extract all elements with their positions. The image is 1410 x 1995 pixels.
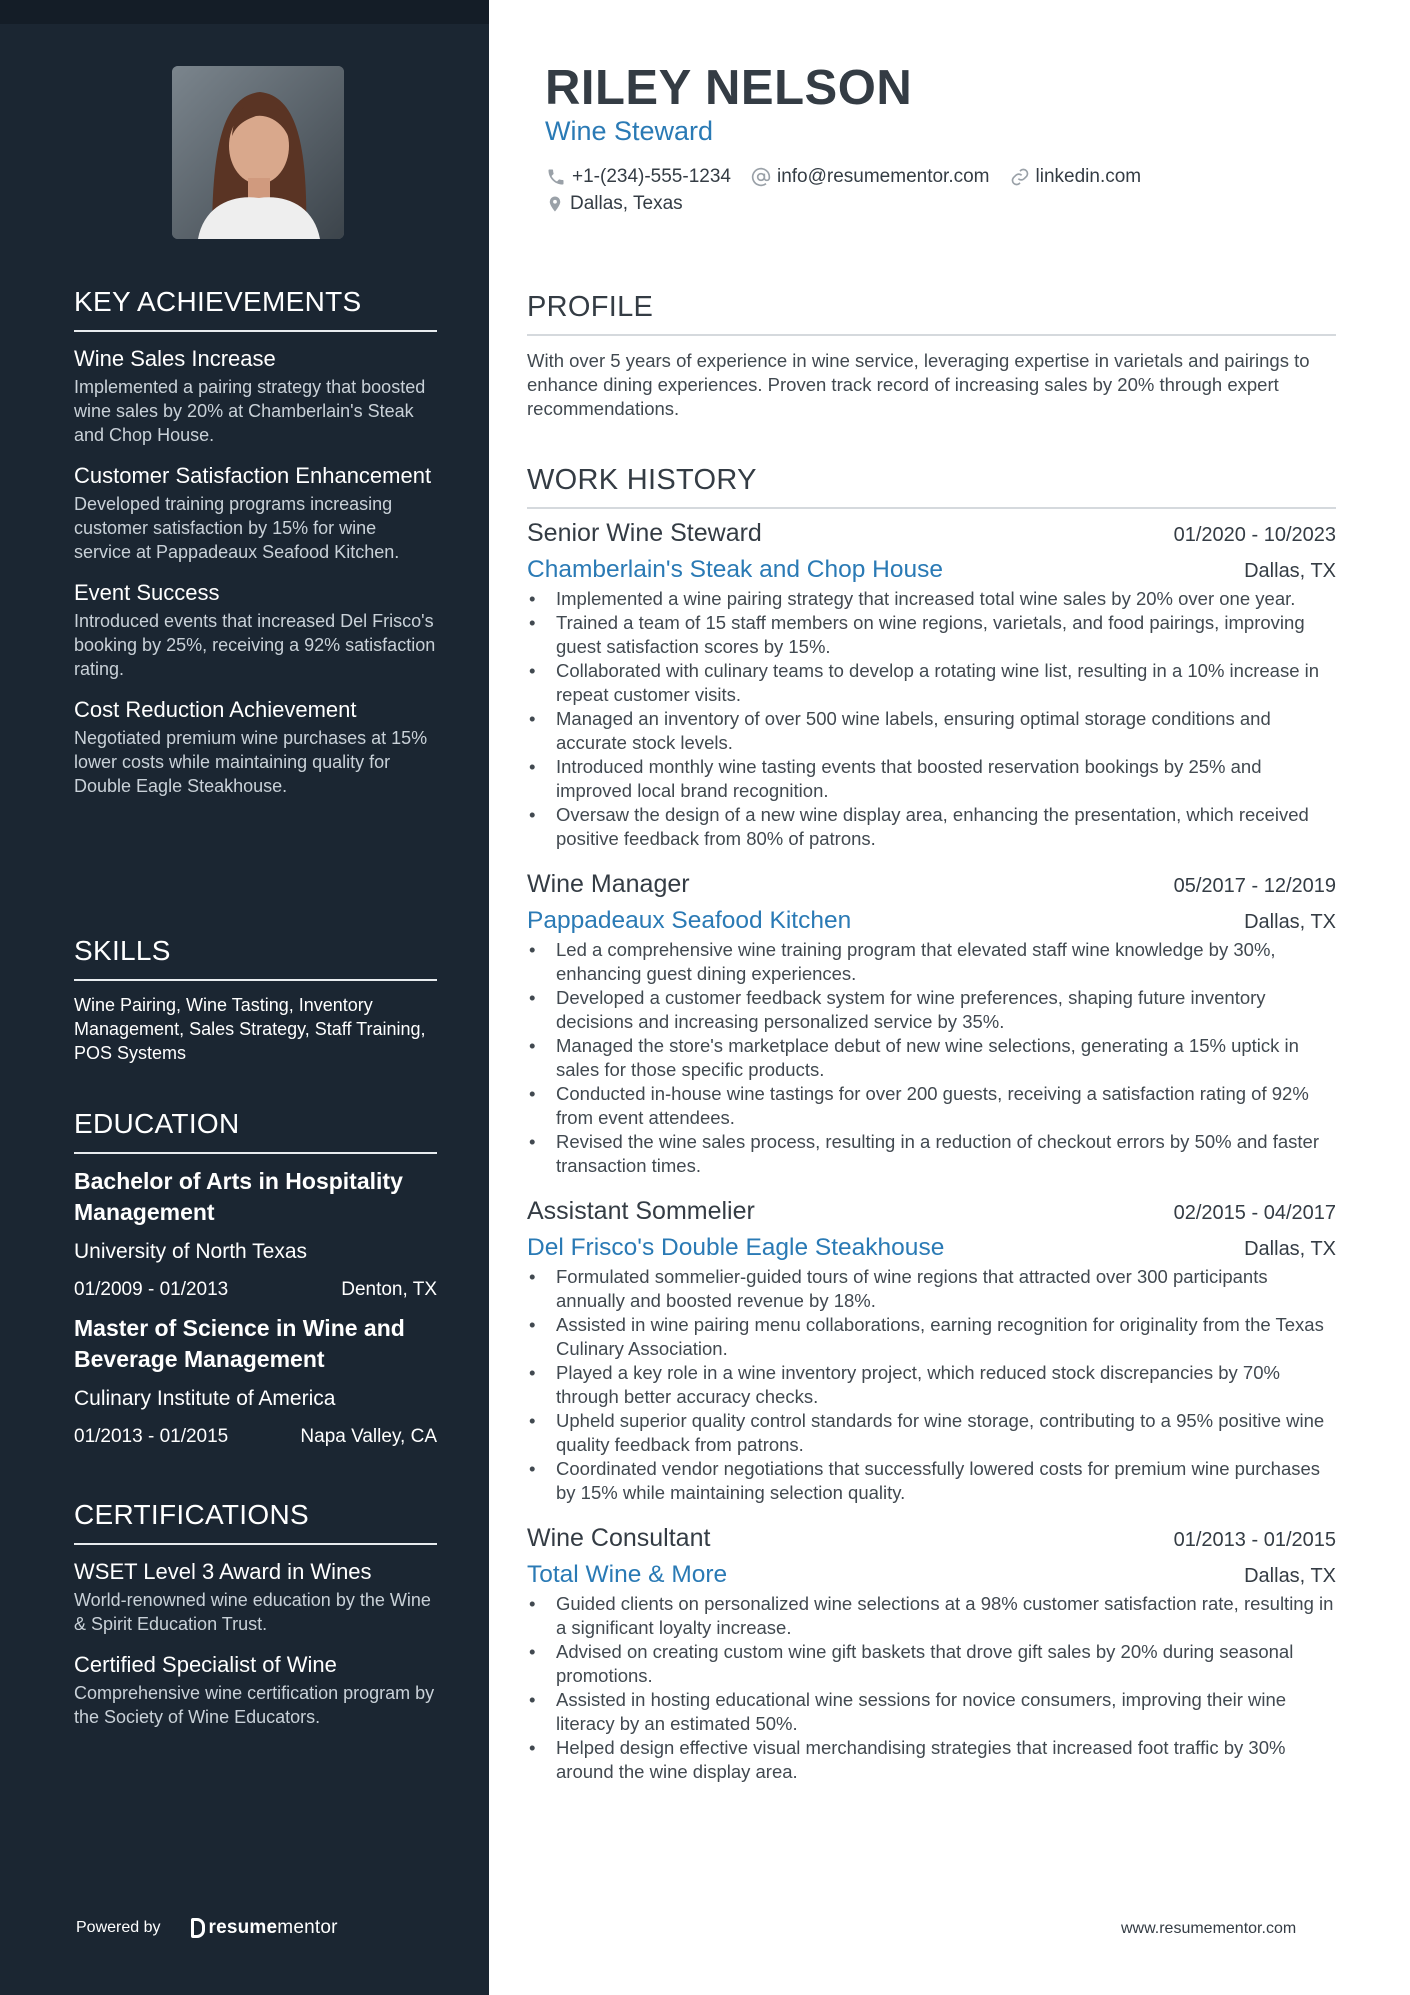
job-bullet: • Developed a customer feedback system for wine preferences, shaping future inventory decisions and increasing personalized service by 35%.: [527, 986, 1336, 1034]
job-company: Total Wine & More: [527, 1561, 728, 1588]
job-bullet: • Revised the wine sales process, resulting in a reduction of checkout errors by 50% and faster transaction times.: [527, 1130, 1336, 1178]
achievement-item: [74, 695, 437, 798]
job-dates: 01/2020 - 10/2023: [1173, 524, 1336, 546]
job-dates: 02/2015 - 04/2017: [1173, 1202, 1336, 1224]
work-history-heading: WORK HISTORY: [527, 464, 1336, 509]
job-title: Senior Wine Steward: [527, 519, 762, 547]
job-location: Dallas, TX: [1244, 1565, 1336, 1587]
at-sign-icon: [751, 167, 771, 187]
job-bullet: • Coordinated vendor negotiations that successfully lowered costs for premium wine purchases by 15% while maintaining selection quality.: [527, 1457, 1336, 1505]
education-item: [74, 1166, 437, 1303]
certification-desc: Comprehensive wine certification program by the Society of Wine Educators.: [74, 1683, 435, 1727]
achievement-desc: Implemented a pairing strategy that boosted wine sales by 20% at Chamberlain's Steak and Chop House.: [74, 377, 426, 445]
powered-by: [76, 1917, 338, 1939]
skills-section: [74, 935, 437, 1065]
certifications-section: [74, 1499, 437, 1729]
job-bullet: • Managed an inventory of over 500 wine labels, ensuring optimal storage conditions and accurate stock levels.: [527, 707, 1336, 755]
achievement-title: Customer Satisfaction Enhancement: [74, 463, 432, 488]
achievement-item: [74, 344, 437, 447]
profile-text: With over 5 years of experience in wine service, leveraging expertise in varietals and pairings to enhance dining experiences. Proven track record of increasing sales by 20% through expert recommendations.: [527, 350, 1310, 419]
certification-item: [74, 1650, 437, 1729]
contact-row: [546, 166, 1161, 188]
job-entry: [527, 870, 1336, 1178]
job-dates: 05/2017 - 12/2019: [1173, 875, 1336, 897]
certification-item: [74, 1557, 437, 1636]
achievement-title: Event Success: [74, 580, 220, 605]
job-bullet: • Managed the store's marketplace debut of new wine selections, generating a 15% uptick in sales for those specific products.: [527, 1034, 1336, 1082]
education-meta: [74, 1277, 437, 1303]
education-dates: 01/2009 - 01/2013: [74, 1279, 229, 1300]
candidate-role: Wine Steward: [545, 116, 714, 146]
email-text: info@resumementor.com: [776, 166, 990, 187]
certification-desc: World-renowned wine education by the Wine & Spirit Education Trust.: [74, 1590, 431, 1634]
candidate-name: RILEY NELSON: [545, 61, 913, 115]
achievement-item: [74, 461, 437, 564]
contact-email[interactable]: [751, 166, 990, 188]
sidebar-top-bar: [0, 0, 489, 24]
job-entry: [527, 519, 1336, 851]
achievement-title: Cost Reduction Achievement: [74, 697, 357, 722]
profile-heading: PROFILE: [527, 291, 1336, 336]
job-bullet: • Trained a team of 15 staff members on wine regions, varietals, and food pairings, improving guest satisfaction scores by 15%.: [527, 611, 1336, 659]
brand-name-bold: resume: [208, 1917, 278, 1938]
job-bullet: • Played a key role in a wine inventory project, which reduced stock discrepancies by 70% through better accuracy checks.: [527, 1361, 1336, 1409]
brand-mark-icon: [191, 1918, 205, 1938]
map-pin-icon: [546, 194, 564, 214]
linkedin-text: linkedin.com: [1035, 166, 1142, 187]
job-bullet: • Oversaw the design of a new wine display area, enhancing the presentation, which received positive feedback from 80% of patrons.: [527, 803, 1336, 851]
job-bullet: • Advised on creating custom wine gift baskets that drove gift sales by 20% during seasonal promotions.: [527, 1640, 1336, 1688]
job-bullet: • Helped design effective visual merchandising strategies that increased foot traffic by 30% around the wine display area.: [527, 1736, 1336, 1784]
certification-title: Certified Specialist of Wine: [74, 1652, 337, 1677]
brand-name-light: mentor: [277, 1917, 338, 1938]
job-bullets: [527, 587, 1336, 851]
achievement-item: [74, 578, 437, 681]
work-history-section: [527, 464, 1336, 1784]
job-title: Wine Manager: [527, 870, 690, 898]
achievement-desc: Negotiated premium wine purchases at 15% lower costs while maintaining quality for Double Eagle Steakhouse.: [74, 728, 428, 796]
skills-heading: SKILLS: [74, 935, 437, 981]
phone-text: +1-(234)-555-1234: [572, 166, 731, 187]
education-dates: 01/2013 - 01/2015: [74, 1426, 229, 1447]
job-bullet: • Upheld superior quality control standards for wine storage, contributing to a 95% positive wine quality feedback from patrons.: [527, 1409, 1336, 1457]
education-section: [74, 1108, 437, 1450]
job-dates: 01/2013 - 01/2015: [1173, 1529, 1336, 1551]
contact-phone[interactable]: [546, 166, 731, 188]
job-bullets: [527, 938, 1336, 1178]
profile-photo: [172, 66, 344, 239]
footer-url[interactable]: www.resumementor.com: [1121, 1920, 1297, 1937]
contact-linkedin[interactable]: [1010, 166, 1142, 188]
certification-title: WSET Level 3 Award in Wines: [74, 1559, 372, 1584]
job-entry: [527, 1524, 1336, 1784]
job-title: Wine Consultant: [527, 1524, 711, 1552]
job-title: Assistant Sommelier: [527, 1197, 755, 1225]
job-bullets: [527, 1265, 1336, 1505]
job-bullet: • Conducted in-house wine tastings for over 200 guests, receiving a satisfaction rating of 92% from event attendees.: [527, 1082, 1336, 1130]
brand-logo[interactable]: [191, 1917, 338, 1939]
job-entry: [527, 1197, 1336, 1505]
education-heading: EDUCATION: [74, 1108, 437, 1154]
education-meta: [74, 1424, 437, 1450]
job-company: Chamberlain's Steak and Chop House: [527, 556, 943, 583]
job-bullet: • Guided clients on personalized wine selections at a 98% customer satisfaction rate, resulting in a significant loyalty increase.: [527, 1592, 1336, 1640]
job-bullet: • Assisted in hosting educational wine sessions for novice consumers, improving their wine literacy by an estimated 50%.: [527, 1688, 1336, 1736]
link-icon: [1010, 167, 1030, 187]
phone-icon: [546, 167, 566, 187]
achievements-section: [74, 286, 437, 798]
sidebar: [0, 0, 489, 1995]
achievement-desc: Developed training programs increasing customer satisfaction by 15% for wine service at Pappadeaux Seafood Kitchen.: [74, 494, 400, 562]
education-degree: Bachelor of Arts in Hospitality Management: [74, 1168, 403, 1225]
achievement-title: Wine Sales Increase: [74, 346, 276, 371]
contact-row-location: [546, 193, 703, 215]
education-school: University of North Texas: [74, 1240, 308, 1263]
job-bullet: • Collaborated with culinary teams to develop a rotating wine list, resulting in a 10% increase in repeat customer visits.: [527, 659, 1336, 707]
job-bullet: • Implemented a wine pairing strategy that increased total wine sales by 20% over one year.: [527, 587, 1336, 611]
achievements-heading: KEY ACHIEVEMENTS: [74, 286, 437, 332]
job-location: Dallas, TX: [1244, 911, 1336, 933]
job-location: Dallas, TX: [1244, 1238, 1336, 1260]
skills-list: Wine Pairing, Wine Tasting, Inventory Management, Sales Strategy, Staff Training, POS Systems: [74, 995, 426, 1063]
education-item: [74, 1313, 437, 1450]
education-degree: Master of Science in Wine and Beverage Management: [74, 1315, 405, 1372]
job-bullet: • Led a comprehensive wine training program that elevated staff wine knowledge by 30%, enhancing guest dining experiences.: [527, 938, 1336, 986]
job-company: Pappadeaux Seafood Kitchen: [527, 907, 852, 934]
job-company: Del Frisco's Double Eagle Steakhouse: [527, 1234, 945, 1261]
education-location: Napa Valley, CA: [300, 1426, 437, 1447]
job-bullet: • Introduced monthly wine tasting events that boosted reservation bookings by 25% and improved local brand recognition.: [527, 755, 1336, 803]
contact-location: [546, 193, 683, 215]
job-bullets: [527, 1592, 1336, 1784]
education-school: Culinary Institute of America: [74, 1387, 336, 1410]
job-bullet: • Formulated sommelier-guided tours of wine regions that attracted over 300 participants annually and boosted revenue by 18%.: [527, 1265, 1336, 1313]
education-location: Denton, TX: [341, 1279, 437, 1300]
job-bullet: • Assisted in wine pairing menu collaborations, earning recognition for originality from the Texas Culinary Association.: [527, 1313, 1336, 1361]
profile-section: [527, 291, 1336, 421]
achievement-desc: Introduced events that increased Del Frisco's booking by 25%, receiving a 92% satisfaction rating.: [74, 611, 436, 679]
certifications-heading: CERTIFICATIONS: [74, 1499, 437, 1545]
job-location: Dallas, TX: [1244, 560, 1336, 582]
powered-by-label: Powered by: [76, 1919, 161, 1936]
location-text: Dallas, Texas: [570, 193, 683, 214]
